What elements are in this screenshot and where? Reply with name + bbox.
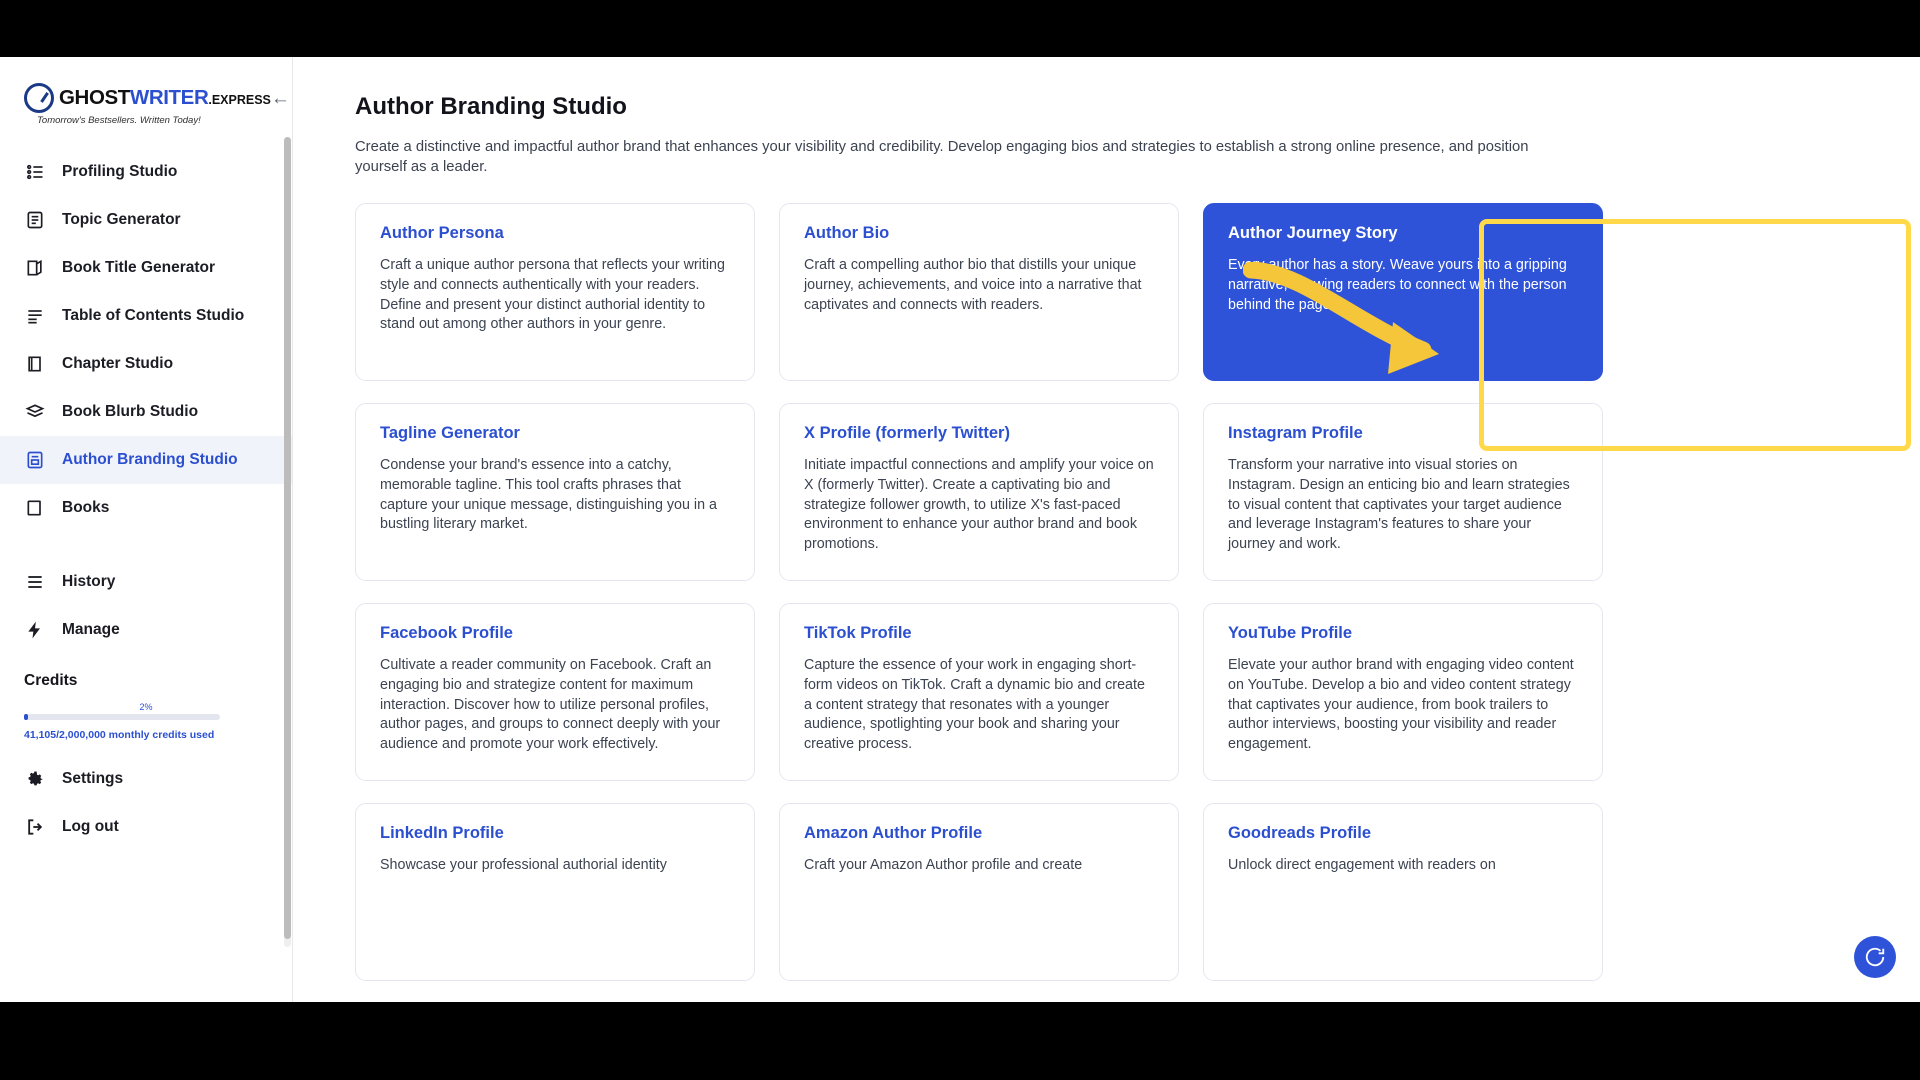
card-title: X Profile (formerly Twitter) — [804, 424, 1010, 443]
sidebar-item-label: Table of Contents Studio — [62, 307, 245, 324]
sidebar-item-books[interactable] — [0, 484, 292, 532]
sidebar-item-label: Topic Generator — [62, 211, 181, 228]
card-title: TikTok Profile — [804, 624, 912, 643]
credits-used-label: 41,105/2,000,000 monthly credits used — [24, 729, 215, 741]
card-author-journey-story[interactable] — [1203, 203, 1603, 381]
card-description: Initiate impactful connections and amplify your voice on X (formerly Twitter). Create a captivating bio and strategize follower growth, to utilize X's fast-paced environment to enhance your author brand and book promotions. — [804, 457, 1154, 553]
card-description: Unlock direct engagement with readers on — [1228, 857, 1496, 874]
card-title: Goodreads Profile — [1228, 824, 1372, 843]
card-description: Capture the essence of your work in engaging short-form videos on TikTok. Craft a dynamic bio and create a content strategy that resonates with a younger audience, spotlighting your book and sharing your creative process. — [804, 657, 1145, 753]
sidebar-item-label: History — [62, 573, 116, 590]
sidebar-item-label: Settings — [62, 770, 124, 787]
sidebar-item-label: Book Title Generator — [62, 259, 216, 276]
sidebar-item-label: Manage — [62, 621, 120, 638]
card-description: Showcase your professional authorial identity — [380, 857, 667, 874]
lightning-icon — [24, 619, 46, 641]
card-author-persona[interactable] — [355, 203, 755, 381]
sidebar-item-label: Profiling Studio — [62, 163, 178, 180]
main-content — [293, 57, 1920, 1002]
app-window — [0, 57, 1920, 1002]
sidebar-footer-nav — [0, 755, 292, 851]
card-description: Cultivate a reader community on Facebook. Craft an engaging bio and strategize content for maximum interaction. Discover how to utilize personal profiles, author pages, and groups to connect deeply with your audience and promote your work effectively. — [380, 657, 721, 753]
branding-icon — [24, 449, 46, 471]
card-title: YouTube Profile — [1228, 624, 1353, 643]
brand-logo[interactable] — [24, 83, 271, 126]
sidebar-item-history[interactable] — [0, 558, 292, 606]
card-description: Elevate your author brand with engaging video content on YouTube. Develop a bio and video content strategy that captivates your audience, from book trailers to author interviews, boosting your visibility and reader engagement. — [1228, 657, 1574, 753]
card-description: Transform your narrative into visual stories on Instagram. Design an enticing bio and learn strategies to visual content that captivates your target audience and leverage Instagram's features to share your journey and work. — [1228, 457, 1570, 553]
card-tiktok-profile[interactable] — [779, 603, 1179, 781]
card-description: Craft a compelling author bio that distills your unique journey, achievements, and voice into a narrative that captivates and connects with readers. — [804, 257, 1142, 313]
sidebar-item-settings[interactable] — [0, 755, 292, 803]
page-title: Author Branding Studio — [355, 93, 627, 120]
logo-mark-icon — [24, 83, 54, 113]
credits-progress-bar — [24, 714, 220, 720]
help-chat-icon[interactable] — [1854, 936, 1896, 978]
sidebar-item-book-title-generator[interactable] — [0, 244, 292, 292]
sidebar-nav — [0, 148, 292, 654]
credits-percent: 2% — [139, 702, 153, 712]
gear-icon — [24, 768, 46, 790]
sidebar-item-topic-generator[interactable] — [0, 196, 292, 244]
content-fade — [586, 980, 1920, 1002]
card-title: Instagram Profile — [1228, 424, 1363, 443]
card-title: Author Persona — [380, 224, 504, 243]
sidebar-item-table-of-contents-studio[interactable] — [0, 292, 292, 340]
card-instagram-profile[interactable] — [1203, 403, 1603, 581]
closed-book-icon — [24, 497, 46, 519]
card-description: Craft a unique author persona that reflects your writing style and connects authentically with your readers. Define and present your distinct authorial identity to stand out among other authors in your genre. — [380, 257, 725, 333]
card-title: Tagline Generator — [380, 424, 520, 443]
document-icon — [24, 209, 46, 231]
card-description: Condense your brand's essence into a catchy, memorable tagline. This tool crafts phrases that capture your unique message, distinguishing you in a bustling literary market. — [380, 457, 717, 533]
sidebar-scrollbar[interactable] — [284, 137, 291, 947]
card-description: Every author has a story. Weave yours into a gripping narrative, allowing readers to connect with the person behind the pages. — [1228, 257, 1567, 313]
card-description: Craft your Amazon Author profile and create — [804, 857, 1083, 874]
card-title: Amazon Author Profile — [804, 824, 983, 843]
credits-title: Credits — [24, 672, 78, 689]
book-icon — [24, 353, 46, 375]
brand-tagline: Tomorrow's Bestsellers. Written Today! — [37, 115, 201, 126]
card-tagline-generator[interactable] — [355, 403, 755, 581]
sidebar-item-log-out[interactable] — [0, 803, 292, 851]
sidebar-item-author-branding-studio[interactable] — [0, 436, 292, 484]
nav-divider — [0, 532, 292, 558]
sidebar — [0, 57, 293, 1002]
card-title: Facebook Profile — [380, 624, 513, 643]
sidebar-scrollbar-thumb[interactable] — [284, 137, 291, 939]
brand-name-part2: WRITER — [129, 85, 209, 109]
brand-name-part1: GHOST — [59, 85, 130, 109]
tool-card-grid — [355, 203, 1864, 981]
sidebar-item-chapter-studio[interactable] — [0, 340, 292, 388]
book-pen-icon — [24, 257, 46, 279]
sidebar-item-profiling-studio[interactable] — [0, 148, 292, 196]
brand-name-part3: .EXPRESS — [208, 92, 271, 107]
card-title: Author Journey Story — [1228, 224, 1398, 243]
credits-panel — [0, 660, 292, 741]
books-stack-icon — [24, 401, 46, 423]
sidebar-item-label: Log out — [62, 818, 119, 835]
sidebar-item-label: Book Blurb Studio — [62, 403, 199, 420]
card-youtube-profile[interactable] — [1203, 603, 1603, 781]
card-x-profile[interactable] — [779, 403, 1179, 581]
card-amazon-author-profile[interactable] — [779, 803, 1179, 981]
list-icon — [24, 305, 46, 327]
card-title: Author Bio — [804, 224, 890, 243]
page-subtitle: Create a distinctive and impactful author brand that enhances your visibility and credibility. Develop engaging bios and strategies to establish a strong online presence, and position yourself as a leader. — [355, 139, 1529, 176]
card-author-bio[interactable] — [779, 203, 1179, 381]
history-list-icon — [24, 571, 46, 593]
sidebar-item-book-blurb-studio[interactable] — [0, 388, 292, 436]
arrow-left-icon[interactable]: ← — [270, 88, 290, 109]
card-facebook-profile[interactable] — [355, 603, 755, 781]
credits-progress-fill — [24, 714, 28, 720]
sidebar-header — [0, 75, 292, 126]
sidebar-item-label: Author Branding Studio — [62, 451, 238, 468]
card-title: LinkedIn Profile — [380, 824, 504, 843]
sidebar-item-label: Books — [62, 499, 110, 516]
profile-list-icon — [24, 161, 46, 183]
brand-name — [59, 85, 271, 109]
card-linkedin-profile[interactable] — [355, 803, 755, 981]
sidebar-item-manage[interactable] — [0, 606, 292, 654]
sidebar-item-label: Chapter Studio — [62, 355, 174, 372]
logout-icon — [24, 816, 46, 838]
card-goodreads-profile[interactable] — [1203, 803, 1603, 981]
